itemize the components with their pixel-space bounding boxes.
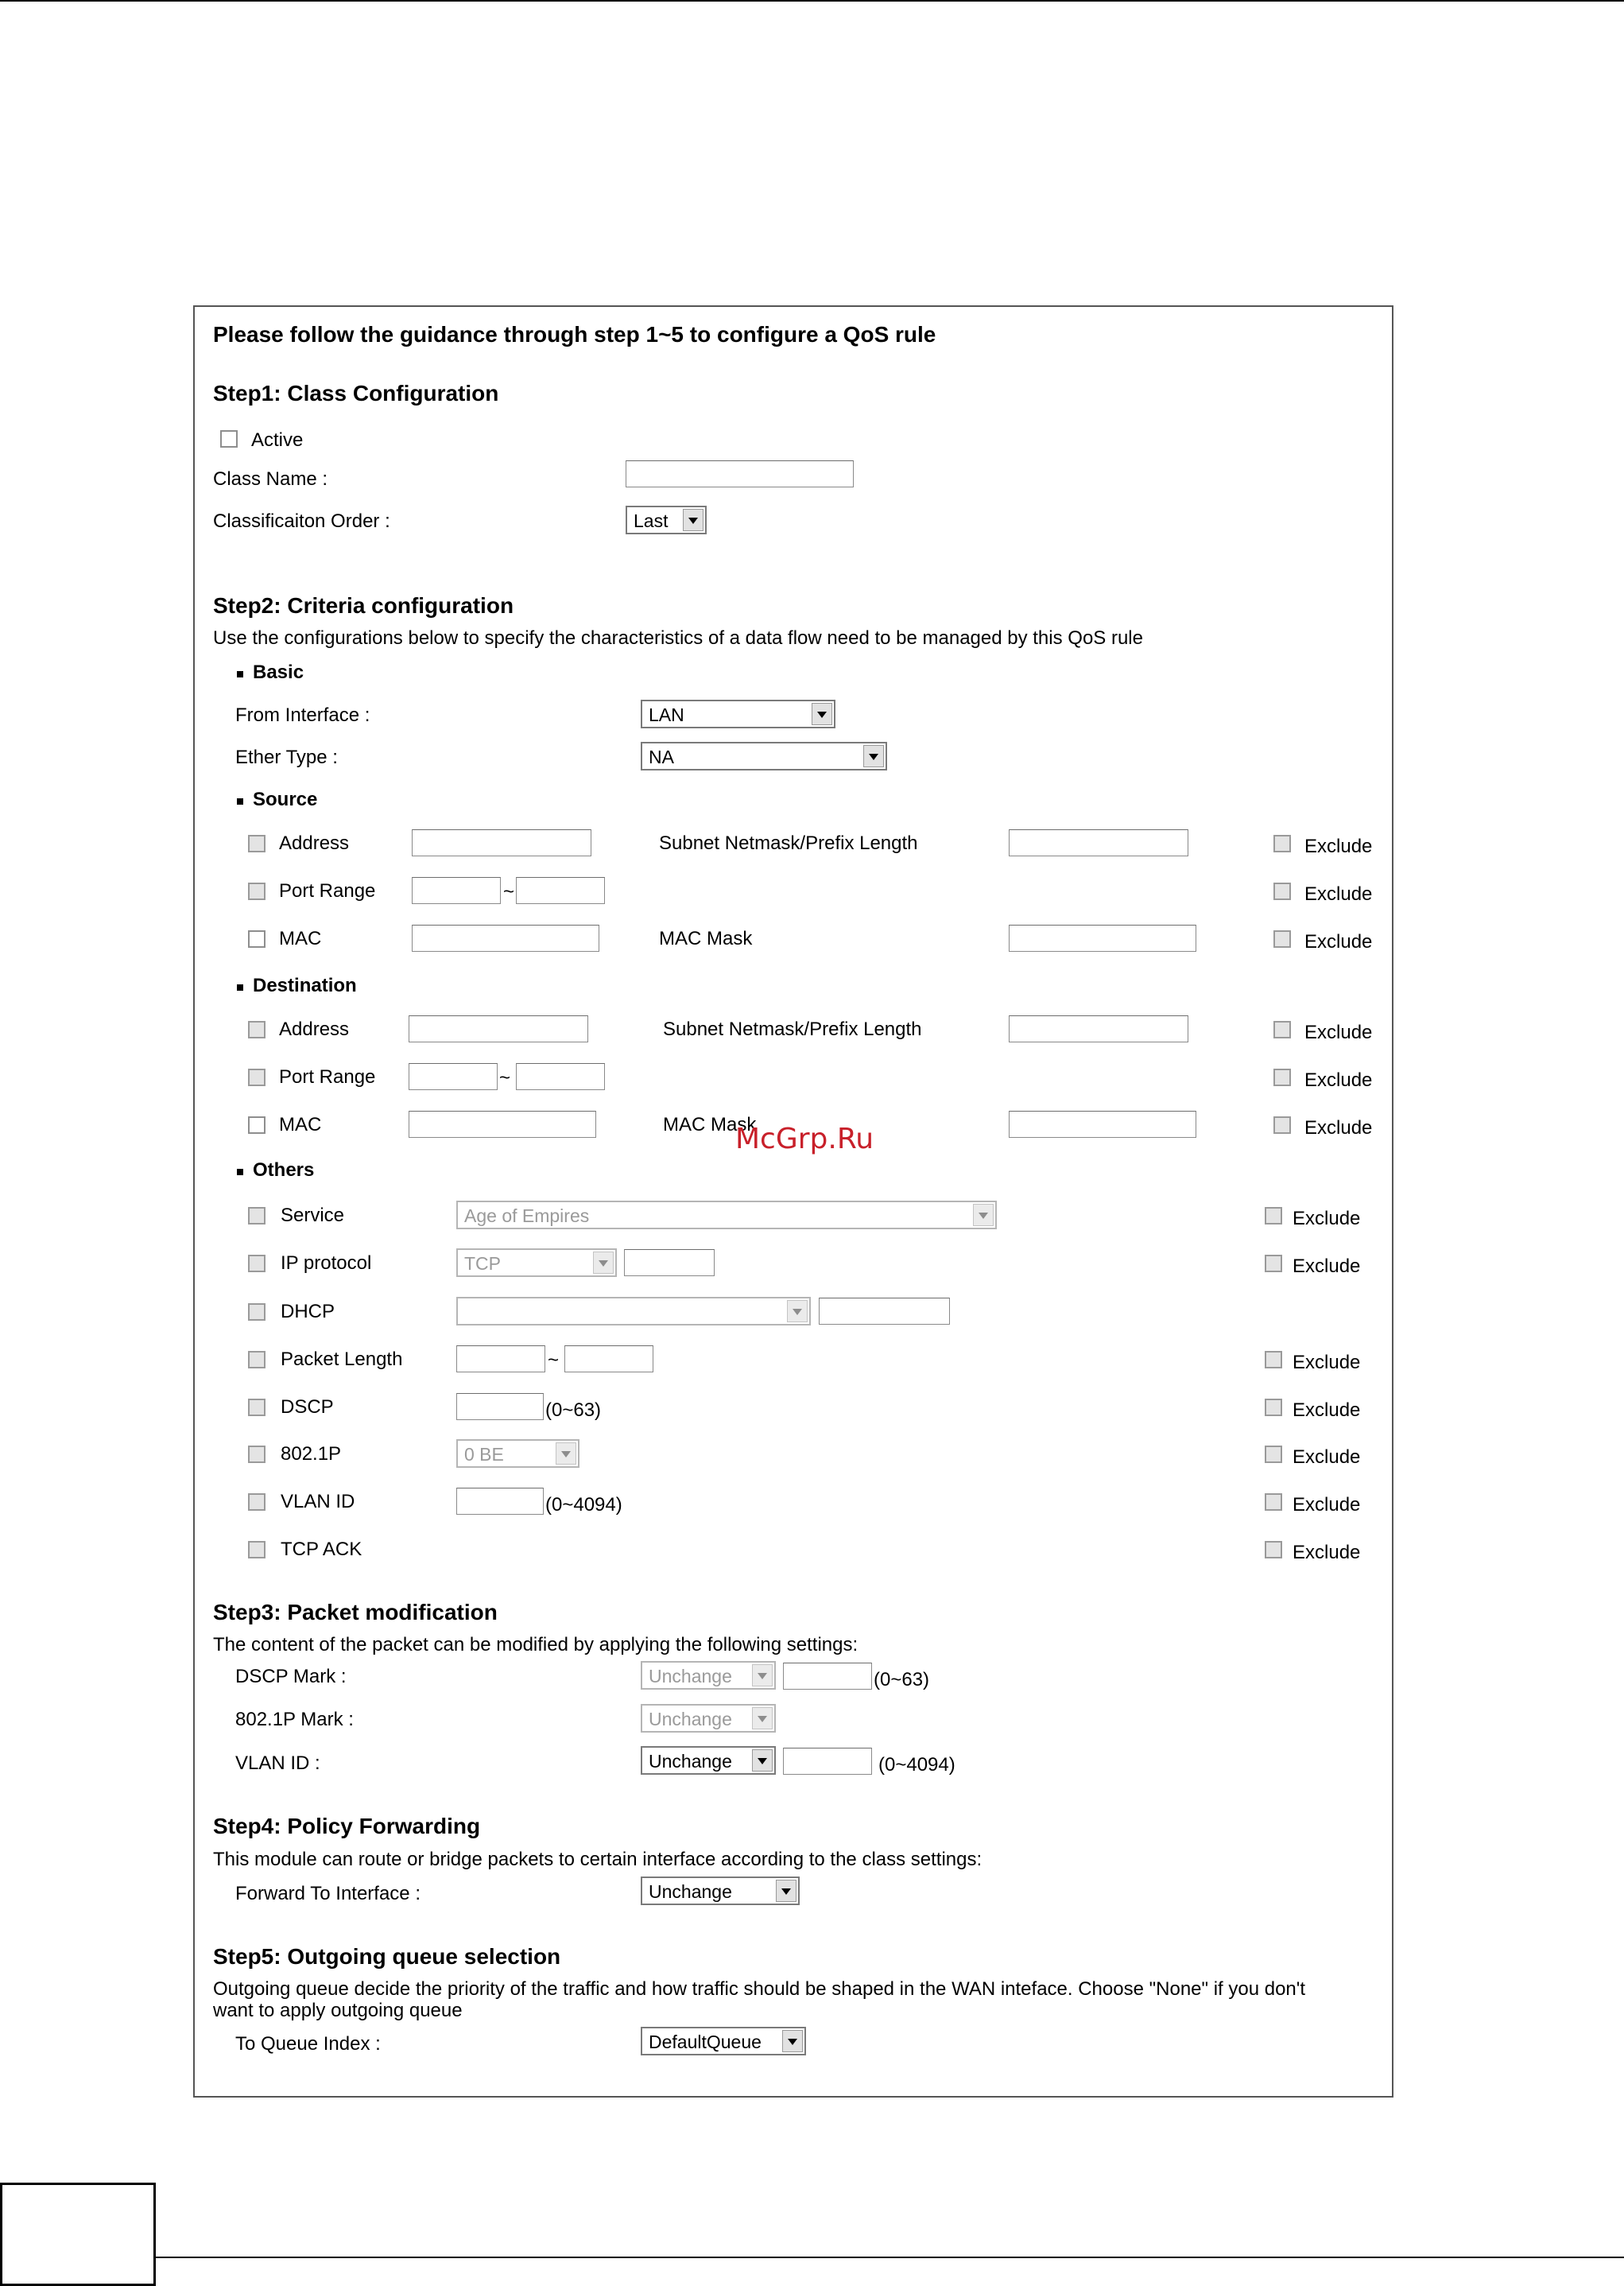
dscp-mark-select[interactable] xyxy=(641,1661,776,1690)
source-port-start-input[interactable] xyxy=(412,877,501,904)
chevron-down-icon xyxy=(593,1252,614,1274)
dot1p-exclude-checkbox[interactable] xyxy=(1265,1446,1282,1463)
step3-vlan-input[interactable] xyxy=(783,1748,872,1775)
source-address-exclude-checkbox[interactable] xyxy=(1273,835,1291,852)
packet-length-exclude-label: Exclude xyxy=(1293,1352,1361,1373)
classification-order-select[interactable] xyxy=(626,506,707,534)
ip-protocol-checkbox[interactable] xyxy=(248,1255,265,1272)
forward-interface-value: Unchange xyxy=(649,1881,732,1902)
step3-vlan-hint: (0~4094) xyxy=(878,1754,955,1776)
ether-type-value: NA xyxy=(649,747,674,767)
service-label: Service xyxy=(281,1205,345,1226)
others-bullet-icon xyxy=(237,1169,243,1175)
dhcp-checkbox[interactable] xyxy=(248,1303,265,1321)
destination-address-exclude-label: Exclude xyxy=(1304,1022,1373,1043)
page-number-box xyxy=(0,2183,156,2286)
ip-protocol-number-input[interactable] xyxy=(624,1249,715,1276)
source-port-range-label: Port Range xyxy=(279,880,376,902)
step3-description: The content of the packet can be modified by applying the following settings: xyxy=(213,1634,859,1655)
chevron-down-icon xyxy=(863,745,884,767)
chevron-down-icon xyxy=(556,1442,576,1465)
destination-address-exclude-checkbox[interactable] xyxy=(1273,1021,1291,1038)
step1-heading: Step1: Class Configuration xyxy=(213,381,499,406)
chevron-down-icon xyxy=(776,1880,796,1902)
source-bullet-icon xyxy=(237,798,243,805)
dot1p-label: 802.1P xyxy=(281,1443,342,1465)
destination-port-exclude-label: Exclude xyxy=(1304,1069,1373,1091)
watermark: McGrp.Ru xyxy=(735,1123,874,1155)
chevron-down-icon xyxy=(752,1664,773,1686)
dot1p-mark-label: 802.1P Mark : xyxy=(235,1709,354,1730)
vlan-id-checkbox[interactable] xyxy=(248,1493,265,1511)
destination-mac-checkbox[interactable] xyxy=(248,1116,265,1134)
source-address-checkbox[interactable] xyxy=(248,835,265,852)
ip-protocol-value: TCP xyxy=(464,1253,501,1274)
step5-description-line2: want to apply outgoing queue xyxy=(213,2000,463,2021)
ip-protocol-exclude-label: Exclude xyxy=(1293,1256,1361,1277)
destination-address-checkbox[interactable] xyxy=(248,1021,265,1038)
step3-heading: Step3: Packet modification xyxy=(213,1600,498,1624)
chevron-down-icon xyxy=(752,1749,773,1772)
source-port-range-checkbox[interactable] xyxy=(248,883,265,900)
service-value: Age of Empires xyxy=(464,1205,590,1226)
basic-heading: Basic xyxy=(253,662,304,683)
chevron-down-icon xyxy=(683,509,703,531)
packet-length-checkbox[interactable] xyxy=(248,1351,265,1368)
service-checkbox[interactable] xyxy=(248,1207,265,1225)
chevron-down-icon xyxy=(782,2030,803,2052)
dot1p-exclude-label: Exclude xyxy=(1293,1446,1361,1468)
destination-port-end-input[interactable] xyxy=(516,1063,605,1090)
destination-subnet-input[interactable] xyxy=(1009,1015,1188,1042)
step5-heading: Step5: Outgoing queue selection xyxy=(213,1944,561,1969)
dot1p-mark-value: Unchange xyxy=(649,1709,732,1729)
destination-subnet-label: Subnet Netmask/Prefix Length xyxy=(663,1019,922,1040)
dhcp-option-input[interactable] xyxy=(819,1298,950,1325)
ether-type-label: Ether Type : xyxy=(235,747,338,768)
source-port-exclude-label: Exclude xyxy=(1304,883,1373,905)
destination-port-exclude-checkbox[interactable] xyxy=(1273,1069,1291,1086)
packet-length-min-input[interactable] xyxy=(456,1345,545,1372)
dscp-exclude-label: Exclude xyxy=(1293,1399,1361,1421)
source-mac-label: MAC xyxy=(279,928,322,949)
vlan-id-label: VLAN ID xyxy=(281,1491,355,1512)
service-exclude-checkbox[interactable] xyxy=(1265,1207,1282,1225)
dscp-checkbox[interactable] xyxy=(248,1399,265,1416)
service-exclude-label: Exclude xyxy=(1293,1208,1361,1229)
queue-index-label: To Queue Index : xyxy=(235,2033,381,2055)
step3-vlan-select[interactable] xyxy=(641,1746,776,1775)
destination-address-label: Address xyxy=(279,1019,350,1040)
source-port-tilde: ~ xyxy=(503,881,515,902)
tcp-ack-checkbox[interactable] xyxy=(248,1541,265,1558)
destination-port-range-checkbox[interactable] xyxy=(248,1069,265,1086)
queue-index-value: DefaultQueue xyxy=(649,2032,762,2052)
forward-interface-select[interactable] xyxy=(641,1877,800,1905)
dscp-exclude-checkbox[interactable] xyxy=(1265,1399,1282,1416)
vlan-id-input[interactable] xyxy=(456,1488,544,1515)
destination-mac-mask-label: MAC Mask xyxy=(663,1114,757,1135)
source-port-exclude-checkbox[interactable] xyxy=(1273,883,1291,900)
source-mac-mask-label: MAC Mask xyxy=(659,928,753,949)
destination-address-input[interactable] xyxy=(409,1015,588,1042)
packet-length-max-input[interactable] xyxy=(564,1345,653,1372)
dscp-mark-input[interactable] xyxy=(783,1663,872,1690)
destination-mac-label: MAC xyxy=(279,1114,322,1135)
active-checkbox[interactable] xyxy=(220,430,238,448)
active-label: Active xyxy=(251,429,304,451)
ip-protocol-label: IP protocol xyxy=(281,1252,372,1274)
dot1p-select[interactable] xyxy=(456,1439,579,1468)
from-interface-select[interactable] xyxy=(641,700,835,728)
destination-bullet-icon xyxy=(237,984,243,991)
dot1p-checkbox[interactable] xyxy=(248,1446,265,1463)
destination-mac-exclude-checkbox[interactable] xyxy=(1273,1116,1291,1134)
ether-type-select[interactable] xyxy=(641,742,887,770)
classification-order-label: Classificaiton Order : xyxy=(213,510,390,532)
destination-mac-mask-input[interactable] xyxy=(1009,1111,1196,1138)
queue-index-select[interactable] xyxy=(641,2027,806,2055)
vlan-id-exclude-checkbox[interactable] xyxy=(1265,1493,1282,1511)
dhcp-label: DHCP xyxy=(281,1301,335,1322)
step2-description: Use the configurations below to specify the characteristics of a data flow need to be managed by this QoS rule xyxy=(213,627,1143,649)
tcp-ack-exclude-label: Exclude xyxy=(1293,1542,1361,1563)
step4-description: This module can route or bridge packets to certain interface according to the class settings: xyxy=(213,1849,983,1870)
classification-order-value: Last xyxy=(634,510,669,531)
chevron-down-icon xyxy=(973,1204,994,1226)
destination-port-tilde: ~ xyxy=(499,1067,511,1089)
source-address-input[interactable] xyxy=(412,829,591,856)
from-interface-label: From Interface : xyxy=(235,704,370,726)
destination-heading: Destination xyxy=(253,975,357,996)
chevron-down-icon xyxy=(787,1300,808,1322)
source-subnet-input[interactable] xyxy=(1009,829,1188,856)
chevron-down-icon xyxy=(752,1707,773,1729)
destination-port-start-input[interactable] xyxy=(409,1063,498,1090)
vlan-id-hint: (0~4094) xyxy=(545,1494,622,1516)
packet-length-label: Packet Length xyxy=(281,1349,403,1370)
step2-heading: Step2: Criteria configuration xyxy=(213,593,514,618)
dscp-input[interactable] xyxy=(456,1393,544,1420)
page-title: Please follow the guidance through step 1~5 to configure a QoS rule xyxy=(213,322,936,347)
step4-heading: Step4: Policy Forwarding xyxy=(213,1814,481,1838)
packet-length-exclude-checkbox[interactable] xyxy=(1265,1351,1282,1368)
page-top-rule xyxy=(0,0,1624,2)
source-mac-input[interactable] xyxy=(412,925,599,952)
destination-mac-input[interactable] xyxy=(409,1111,596,1138)
chevron-down-icon xyxy=(812,703,832,725)
source-address-label: Address xyxy=(279,833,350,854)
source-address-exclude-label: Exclude xyxy=(1304,836,1373,857)
class-name-input[interactable] xyxy=(626,460,854,487)
source-heading: Source xyxy=(253,789,318,810)
source-subnet-label: Subnet Netmask/Prefix Length xyxy=(659,833,918,854)
packet-length-tilde: ~ xyxy=(548,1349,560,1371)
dot1p-value: 0 BE xyxy=(464,1444,504,1465)
source-mac-mask-input[interactable] xyxy=(1009,925,1196,952)
destination-port-range-label: Port Range xyxy=(279,1066,376,1088)
dot1p-mark-select[interactable] xyxy=(641,1704,776,1733)
dscp-label: DSCP xyxy=(281,1396,334,1418)
footer-rule xyxy=(156,2257,1624,2258)
source-mac-exclude-checkbox[interactable] xyxy=(1273,930,1291,948)
dscp-hint: (0~63) xyxy=(545,1399,602,1421)
ip-protocol-exclude-checkbox[interactable] xyxy=(1265,1255,1282,1272)
vlan-id-exclude-label: Exclude xyxy=(1293,1494,1361,1516)
source-port-end-input[interactable] xyxy=(516,877,605,904)
class-name-label: Class Name : xyxy=(213,468,328,490)
basic-bullet-icon xyxy=(237,671,243,677)
step5-description-line1: Outgoing queue decide the priority of the traffic and how traffic should be shaped in the WAN inteface. Choose "None" if you don't xyxy=(213,1978,1306,2000)
dscp-mark-label: DSCP Mark : xyxy=(235,1666,347,1687)
source-mac-exclude-label: Exclude xyxy=(1304,931,1373,953)
step3-vlan-value: Unchange xyxy=(649,1751,732,1772)
dscp-mark-hint: (0~63) xyxy=(874,1669,930,1690)
tcp-ack-label: TCP ACK xyxy=(281,1539,362,1560)
from-interface-value: LAN xyxy=(649,704,684,725)
source-mac-checkbox[interactable] xyxy=(248,930,265,948)
ip-protocol-select[interactable] xyxy=(456,1248,617,1277)
tcp-ack-exclude-checkbox[interactable] xyxy=(1265,1541,1282,1558)
step3-vlan-label: VLAN ID : xyxy=(235,1752,320,1774)
others-heading: Others xyxy=(253,1159,315,1181)
destination-mac-exclude-label: Exclude xyxy=(1304,1117,1373,1139)
dhcp-select[interactable] xyxy=(456,1297,811,1325)
service-select[interactable] xyxy=(456,1201,997,1229)
dscp-mark-value: Unchange xyxy=(649,1666,732,1686)
forward-interface-label: Forward To Interface : xyxy=(235,1883,421,1904)
